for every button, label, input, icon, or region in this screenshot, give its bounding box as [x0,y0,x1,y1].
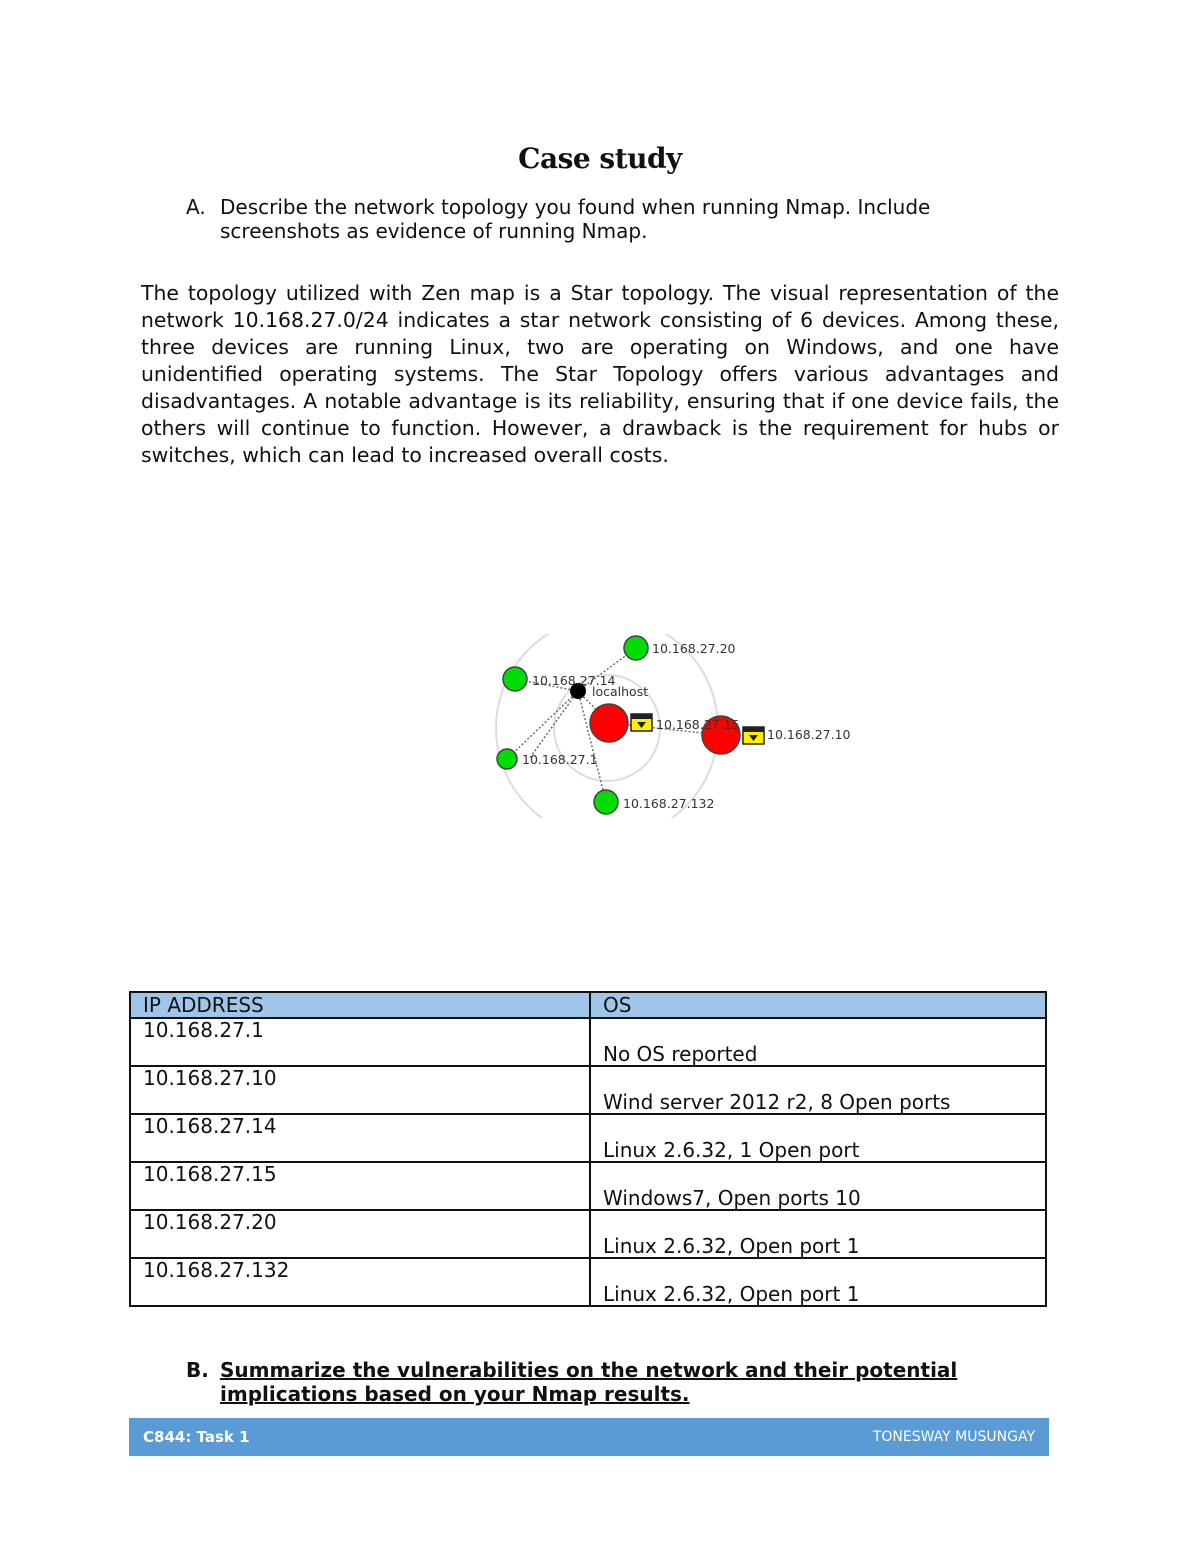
table-row [130,1258,1046,1306]
os-value: Wind server 2012 r2, 8 Open ports [603,1090,951,1114]
ip-cell [130,1066,590,1114]
node-label: 10.168.27.1 [522,752,598,767]
node-label: 10.168.27.20 [652,641,736,656]
node-14 [503,667,527,691]
firewall-icon [743,727,764,744]
table-row [130,1066,1046,1114]
node-label: localhost [592,684,649,699]
hosts-table [129,991,1047,1307]
table-row [130,1210,1046,1258]
link-1 [507,691,578,759]
node-132 [594,790,618,814]
footer-course-label: C844: Task 1 [143,1428,250,1446]
os-cell [590,1066,1046,1114]
link-1b [529,691,578,759]
ip-cell [130,1258,590,1306]
table-row [130,1162,1046,1210]
node-label: 10.168.27.132 [623,796,715,811]
ip-value: 10.168.27.14 [143,1114,277,1138]
os-value: Linux 2.6.32, Open port 1 [603,1282,860,1306]
question-a-marker: A. [186,195,206,219]
node-label: 10.168.27.14 [532,673,616,688]
header-ip-address: IP ADDRESS [130,992,590,1018]
header-os: OS [590,992,1046,1018]
ip-cell [130,1210,590,1258]
os-cell [590,1018,1046,1066]
ip-value: 10.168.27.132 [143,1258,290,1282]
network-topology-diagram [492,634,872,818]
firewall-icon [631,714,652,731]
answer-paragraph: The topology utilized with Zen map is a Star topology. The visual representation of the network 10.168.27.0/24 indicates a star network consisting of 6 devices. Among these, three devices are running Linux, two are operating on Windows, and one have unidentified operating systems. The Star Topology offers various advantages and disadvantages. A notable advantage is its reliability, ensuring that if one device fails, the others will continue to function. However, a drawback is the requirement for hubs or switches, which can lead to increased overall costs. [141,281,1059,467]
table-header-row [130,992,1046,1018]
ip-value: 10.168.27.1 [143,1018,264,1042]
os-cell [590,1258,1046,1306]
os-value: No OS reported [603,1042,758,1066]
question-a-text: Describe the network topology you found when running Nmap. Include screenshots as evidence of running Nmap. [220,195,931,243]
os-cell [590,1162,1046,1210]
node-20 [624,636,648,660]
ip-cell [130,1114,590,1162]
os-cell [590,1210,1046,1258]
table-row [130,1018,1046,1066]
page-title: Case study [518,142,682,175]
question-b-text: Summarize the vulnerabilities on the network and their potential implications based on your Nmap results. [220,1358,958,1406]
node-1 [497,749,517,769]
ip-value: 10.168.27.20 [143,1210,277,1234]
ip-cell [130,1018,590,1066]
os-value: Linux 2.6.32, 1 Open port [603,1138,860,1162]
ip-value: 10.168.27.10 [143,1066,277,1090]
ip-cell [130,1162,590,1210]
os-value: Windows7, Open ports 10 [603,1186,861,1210]
question-b-marker: B. [186,1358,209,1382]
footer-author-name: TONESWAY MUSUNGAY [872,1429,1035,1445]
table-row [130,1114,1046,1162]
node-label: 10.168.27.15 [656,717,740,732]
os-cell [590,1114,1046,1162]
node-15 [590,704,628,742]
node-label: 10.168.27.10 [767,727,851,742]
ip-value: 10.168.27.15 [143,1162,277,1186]
page-footer [129,1418,1049,1456]
os-value: Linux 2.6.32, Open port 1 [603,1234,860,1258]
